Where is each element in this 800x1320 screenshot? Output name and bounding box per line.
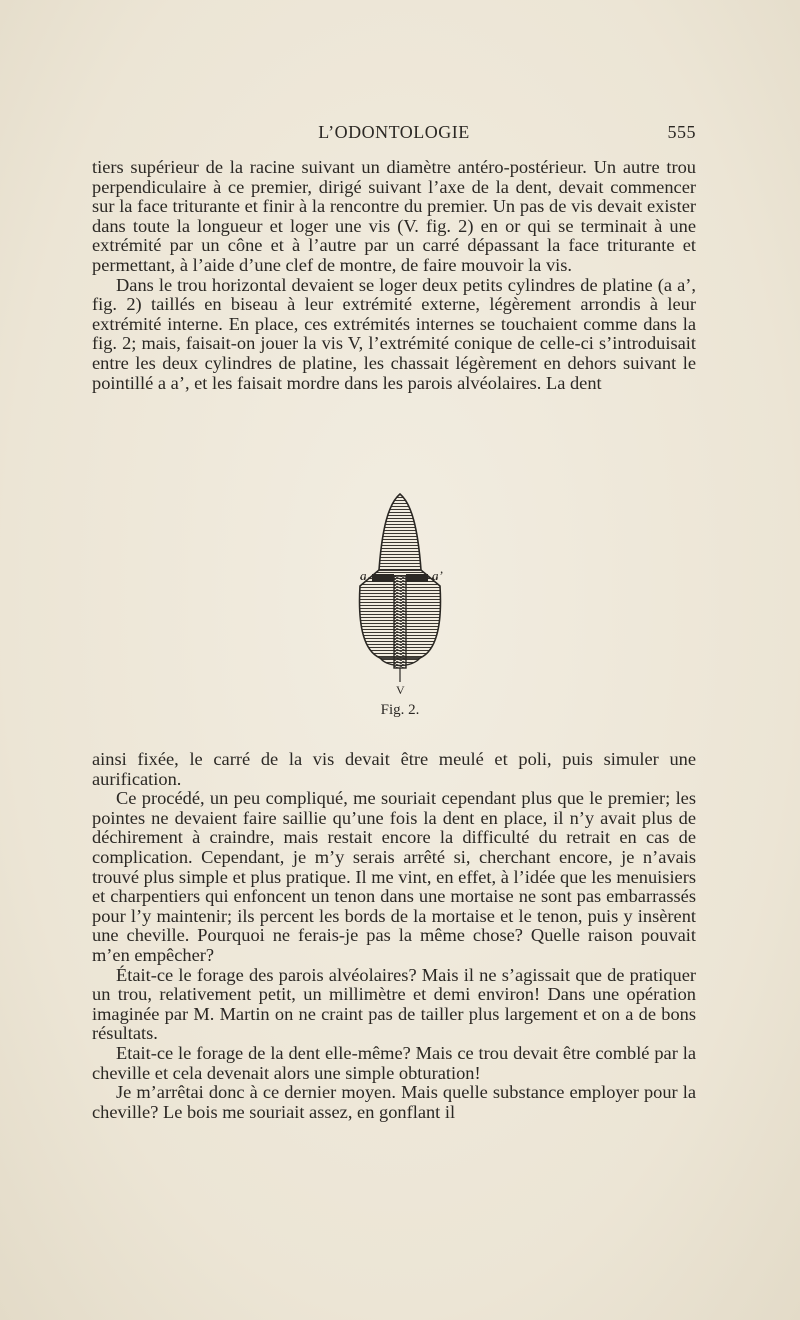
tooth-crown bbox=[379, 494, 421, 570]
paragraph: Était-ce le forage des parois alvéolaires? Mais il ne s’agissait que de pratiquer un trou, relativement petit, un millimètre et demi environ! Dans une opération imaginée par M. Martin on ne craint pas de tailler plus largement et on a de bons résultats. bbox=[92, 964, 696, 1044]
paragraph: Dans le trou horizontal devaient se loger deux petits cylindres de platine (a a’, fig. 2) taillés en biseau à leur extrémité externe, légèrement arrondis à leur extrémité interne. En place, ces extrémités internes se touchaient comme dans la fig. 2; mais, faisait-on jouer la vis V, l’extrémité conique de celle-ci s’introduisait entre les deux cylindres de platine, les chassait légèrement en dehors suivant le pointillé a a’, et les faisait mordre dans les parois alvéolaires. La dent bbox=[92, 274, 696, 393]
page-number: 555 bbox=[667, 122, 696, 142]
paragraph: tiers supérieur de la racine suivant un diamètre antéro-postérieur. Un autre trou perpendiculaire à ce premier, dirigé suivant l’axe de la dent, devait commencer sur la face triturante et finir à la rencontre du premier. Un pas de vis devait exister dans toute la longueur et loger une vis (V. fig. 2) en or qui se terminait à une extrémité par un cône et à l’autre par un carré dépassant la face triturante et permettant, à l’aide d’une clef de montre, de faire mouvoir la vis. bbox=[92, 157, 696, 275]
figure-caption: Fig. 2. bbox=[380, 702, 420, 718]
text-block-top bbox=[92, 158, 696, 393]
label-v: V bbox=[396, 683, 405, 695]
paragraph: Je m’arrêtai donc à ce dernier moyen. Mais quelle substance employer pour la cheville? Le bois me souriait assez, en gonflant il bbox=[92, 1082, 696, 1122]
platinum-cylinder-left bbox=[372, 574, 394, 582]
label-a-left: a bbox=[360, 568, 367, 583]
running-head bbox=[92, 122, 696, 146]
text-block-bottom bbox=[92, 750, 696, 1122]
paragraph: ainsi fixée, le carré de la vis devait être meulé et poli, puis simuler une aurification. bbox=[92, 749, 696, 789]
tooth-diagram bbox=[300, 490, 500, 695]
running-title: L’ODONTOLOGIE bbox=[318, 122, 470, 142]
platinum-cylinder-right bbox=[406, 574, 428, 582]
figure-2 bbox=[300, 490, 500, 722]
screw bbox=[394, 576, 406, 668]
paragraph: Etait-ce le forage de la dent elle-même? Mais ce trou devait être comblé par la cheville et cela devenait alors une simple obturation! bbox=[92, 1042, 696, 1083]
label-a-right: a’ bbox=[432, 568, 443, 583]
paragraph: Ce procédé, un peu compliqué, me souriait cependant plus que le premier; les pointes ne devaient faire saillie qu’une fois la dent en place, il n’y avait plus de déchirement à craindre, mais restait encore la difficulté du retrait en cas de complication. Cependant, je m’y serais arrêté si, cherchant encore, je n’avais trouvé plus simple et plus pratique. Il me vint, en effet, à l’idée que les menuisiers et charpentiers qui enfoncent un tenon dans une mortaise ne sont pas embarrassés pour l’y maintenir; ils percent les bords de la mortaise et le tenon, puis y insèrent une cheville. Pourquoi ne ferais-je pas la même chose? Quelle raison pouvait m’en empêcher? bbox=[92, 788, 696, 965]
